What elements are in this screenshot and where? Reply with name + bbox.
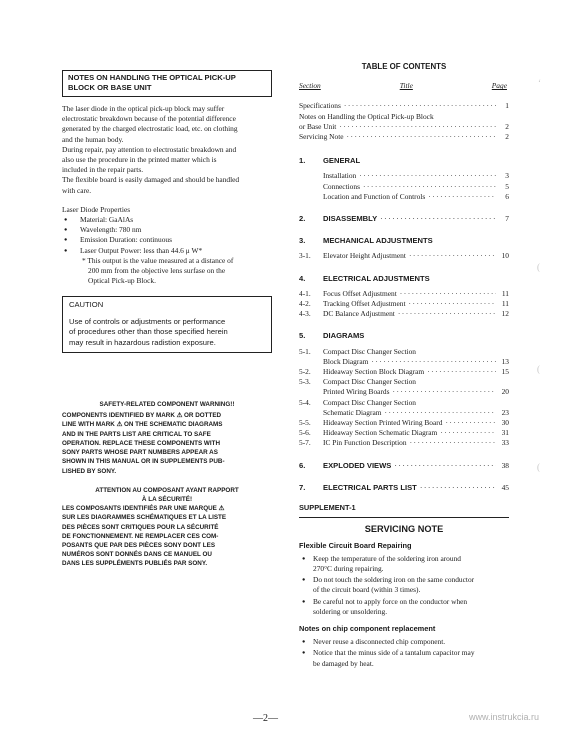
toc-section-mechanical[interactable]	[299, 236, 509, 246]
text-line: DES PIÈCES SONT CRITIQUES POUR LA SÉCURITÉ	[62, 523, 219, 531]
toc-entry-page: 2	[505, 132, 509, 142]
toc-title: TABLE OF CONTENTS	[361, 62, 447, 71]
entry-number: 4-2.	[299, 299, 311, 309]
section-title: DISASSEMBLY	[323, 214, 378, 224]
toc-entry-page: 30	[501, 418, 509, 428]
toc-entry[interactable]	[299, 122, 509, 132]
section-title: DIAGRAMS	[323, 331, 365, 341]
divider	[299, 517, 509, 518]
section-number: 5.	[299, 331, 306, 341]
leader-dots	[363, 182, 496, 192]
toc-entry-text: Block Diagram	[323, 356, 369, 366]
toc-entry-text: or Base Unit	[299, 121, 337, 131]
toc-entry-text: Notes on Handling the Optical Pick-up Block	[299, 111, 434, 121]
toc-entry-text: Printed Wiring Boards	[323, 387, 390, 397]
leader-dots	[400, 289, 496, 299]
toc-entry-page: 1	[505, 101, 509, 111]
list-item: ● Be careful not to apply force on the conductor when soldering or unsoldering.	[299, 597, 509, 617]
text-line: LES COMPOSANTS IDENTIFIÉS PAR UNE MARQUE ⚠	[62, 505, 225, 513]
section-number: 4.	[299, 273, 306, 283]
toc-entry[interactable]	[299, 377, 509, 387]
toc-col-page: Page	[491, 81, 507, 91]
list-item: ● Wavelength: 780 nm	[64, 225, 272, 235]
supplement-label: SUPPLEMENT-1	[299, 503, 356, 513]
text-line: may result in hazardous radistion exposure.	[69, 337, 216, 347]
text-line: SHOWN IN THIS MANUAL OR IN SUPPLEMENTS PUB-	[62, 458, 225, 466]
leader-dots	[398, 309, 496, 319]
list-item: ● Do not touch the soldering iron on the same conductor of the circuit board (within 3 times).	[299, 575, 509, 595]
entry-number: 3-1.	[299, 251, 311, 261]
watermark: www.instrukcia.ru	[469, 712, 540, 722]
section-number: 1.	[299, 156, 306, 166]
flex-board-heading: Flexible Circuit Board Repairing	[299, 540, 412, 550]
toc-entry-text: Tracking Offset Adjustment	[323, 299, 406, 309]
toc-entry-page: 20	[501, 387, 509, 397]
toc-entry[interactable]	[299, 171, 509, 181]
text-line: DANS LES SUPPLÉMENTS PUBLIÉS PAR SONY.	[62, 560, 208, 568]
text-line: with care.	[62, 185, 92, 195]
toc-entry-text: Elevator Height Adjustment	[323, 251, 406, 261]
leader-dots	[410, 438, 496, 448]
notes-handling-box	[62, 70, 272, 97]
leader-dots	[371, 357, 496, 367]
text-line: * This output is the value measured at a distance of	[82, 255, 234, 265]
toc-entry[interactable]	[299, 347, 509, 357]
toc-entry-text: DC Balance Adjustment	[323, 309, 395, 319]
text-line: During repair, pay attention to electrostatic breakdown and	[62, 144, 237, 154]
leader-dots	[428, 192, 496, 202]
text-line: POSANTS QUE PAR DES PIÈCES SONY DONT LES	[62, 541, 216, 549]
text-line: NUMÉROS SONT DONNÉS DANS CE MANUEL OU	[62, 551, 212, 559]
paragraph-repair	[62, 145, 272, 176]
toc-entry-text: Hideaway Section Printed Wiring Board	[323, 418, 443, 428]
text-line: Optical Pick-up Block.	[88, 276, 156, 286]
text-line: OPERATION. REPLACE THESE COMPONENTS WITH	[62, 439, 221, 447]
leader-dots	[394, 461, 496, 471]
toc-entry[interactable]	[299, 367, 509, 377]
toc-entry[interactable]	[299, 132, 509, 142]
toc-col-section: Section	[299, 81, 321, 91]
list-item: ● Never reuse a disconnected chip component.	[299, 637, 509, 647]
toc-entry-page: 11	[501, 299, 509, 309]
leader-dots	[440, 428, 496, 438]
toc-entry[interactable]	[299, 251, 509, 261]
leader-dots	[409, 299, 496, 309]
toc-entry[interactable]	[299, 357, 509, 367]
caution-box	[62, 296, 272, 353]
safety-warning	[62, 400, 272, 476]
toc-entry[interactable]	[299, 387, 509, 397]
toc-entry[interactable]	[299, 309, 509, 319]
toc-entry-page: 5	[505, 181, 509, 191]
entry-number: 5-4.	[299, 397, 311, 407]
toc-entry-text: Connections	[323, 181, 360, 191]
list-item: ● Emission Duration: continuous	[64, 235, 272, 245]
toc-entry-page: 2	[505, 121, 509, 131]
chip-replacement-list	[299, 637, 509, 669]
leader-dots	[339, 122, 496, 132]
text-line: SONY PARTS WHOSE PART NUMBERS APPEAR AS	[62, 449, 218, 457]
leader-dots	[409, 251, 496, 261]
list-item: ● Laser Output Power: less than 44.6 μ W*	[64, 246, 272, 256]
toc-entry-text: Schematic Diagram	[323, 407, 382, 417]
leader-dots	[344, 101, 496, 111]
notes-box-line-1: NOTES ON HANDLING THE OPTICAL PICK-UP	[68, 73, 236, 82]
right-column	[299, 62, 509, 670]
left-column	[62, 70, 272, 569]
toc-entry-page: 10	[501, 251, 509, 261]
toc-entry-page: 3	[505, 171, 509, 181]
scan-margin-mark: ‘	[538, 78, 541, 88]
page-number: —2—	[253, 713, 278, 724]
attention-warning	[62, 486, 272, 569]
flex-board-list	[299, 554, 509, 617]
scan-margin-mark: (	[537, 364, 540, 374]
text-line: Use of controls or adjustments or performance	[69, 316, 226, 326]
section-title: EXPLODED VIEWS	[323, 460, 392, 470]
toc-entry[interactable]	[299, 112, 509, 122]
entry-number: 5-5.	[299, 418, 311, 428]
laser-footnote	[62, 256, 272, 287]
toc-entry-text: Focus Offset Adjustment	[323, 288, 397, 298]
section-title: MECHANICAL ADJUSTMENTS	[323, 236, 433, 246]
text-line: COMPONENTS IDENTIFIED BY MARK ⚠ OR DOTTED	[62, 412, 222, 420]
text-line: of procedures other than those specified herein	[69, 327, 228, 337]
scan-margin-mark: (	[537, 262, 540, 272]
section-number: 2.	[299, 214, 306, 224]
toc-entry-page: 38	[501, 460, 509, 470]
toc-entry[interactable]	[299, 192, 509, 202]
entry-number: 5-2.	[299, 367, 311, 377]
section-number: 3.	[299, 236, 306, 246]
toc-entry-page: 7	[505, 214, 509, 224]
section-number: 7.	[299, 482, 306, 492]
toc-entry-page: 33	[501, 438, 509, 448]
toc-entry[interactable]	[299, 299, 509, 309]
text-line: 200 mm from the objective lens surfase on the	[88, 266, 226, 276]
toc-entry[interactable]	[299, 438, 509, 448]
list-item: ● Keep the temperature of the soldering iron around 270°C during repairing.	[299, 554, 509, 574]
leader-dots	[420, 483, 496, 493]
text-line: generated by the charged electrostatic load, etc. on clothing	[62, 124, 238, 134]
toc-entry-text: Servicing Note	[299, 132, 344, 142]
leader-dots	[347, 132, 496, 142]
servicing-note-title: SERVICING NOTE	[364, 524, 444, 535]
leader-dots	[393, 387, 497, 397]
text-line: included in the repair parts.	[62, 165, 144, 175]
leader-dots	[427, 367, 496, 377]
toc-entry-text: IC Pin Function Description	[323, 438, 407, 448]
spacer	[62, 196, 272, 205]
toc-entry-page: 45	[501, 482, 509, 492]
section-title: ELECTRICAL PARTS LIST	[323, 482, 417, 492]
toc-section-electrical[interactable]	[299, 274, 509, 284]
toc-entry-text: Compact Disc Changer Section	[323, 377, 416, 387]
text-line: also use the procedure in the printed matter which is	[62, 155, 217, 165]
laser-properties-title: Laser Diode Properties	[62, 204, 131, 214]
caution-title: CAUTION	[69, 300, 104, 310]
toc-entry-page: 11	[501, 288, 509, 298]
toc-section-disassembly[interactable]	[299, 214, 509, 224]
entry-number: 4-1.	[299, 288, 311, 298]
leader-dots	[445, 418, 496, 428]
entry-number: 5-1.	[299, 346, 311, 356]
toc-entry-text: Compact Disc Changer Section	[323, 346, 416, 356]
section-number: 6.	[299, 460, 306, 470]
scan-margin-mark: (	[537, 462, 540, 472]
toc-entry[interactable]	[299, 428, 509, 438]
toc-entry-page: 31	[501, 428, 509, 438]
toc-entry[interactable]	[299, 398, 509, 408]
entry-number: 4-3.	[299, 309, 311, 319]
toc-entry-text: Location and Function of Controls	[323, 191, 426, 201]
toc-entry-text: Hideaway Section Schematic Diagram	[323, 428, 438, 438]
leader-dots	[385, 408, 497, 418]
toc-section-general[interactable]	[299, 156, 509, 166]
toc-entry-text: Specifications	[299, 101, 341, 111]
toc-entry-page: 23	[501, 407, 509, 417]
text-line: SUR LES DIAGRAMMES SCHÉMATIQUES ET LA LISTE	[62, 514, 227, 522]
toc-entry[interactable]	[299, 101, 509, 111]
toc-section-exploded-views[interactable]	[299, 461, 509, 471]
section-title: GENERAL	[323, 156, 361, 166]
safety-title: SAFETY-RELATED COMPONENT WARNING!!	[99, 401, 235, 409]
entry-number: 5-6.	[299, 428, 311, 438]
toc-entry[interactable]	[299, 418, 509, 428]
text-line: electrostatic breakdown because of the potential difference	[62, 114, 236, 124]
toc-entry-page: 13	[501, 356, 509, 366]
toc-entry-text: Hideaway Section Block Diagram	[323, 367, 425, 377]
text-line: AND IN THE PARTS LIST ARE CRITICAL TO SAFE	[62, 430, 211, 438]
toc-entry[interactable]	[299, 408, 509, 418]
toc-header	[299, 81, 509, 91]
list-item: ● Material: GaAlAs	[64, 215, 272, 225]
text-line: LISHED BY SONY.	[62, 467, 117, 475]
leader-dots	[380, 214, 496, 224]
paragraph-laser-diode	[62, 104, 272, 145]
text-line: LINE WITH MARK ⚠ ON THE SCHEMATIC DIAGRAMS	[62, 421, 223, 429]
chip-replacement-heading: Notes on chip component replacement	[299, 623, 436, 633]
toc-entry[interactable]	[299, 182, 509, 192]
text-line: DE FONCTIONNEMENT. NE REMPLACER CES COM-	[62, 532, 219, 540]
text-line: and the human body.	[62, 134, 124, 144]
entry-number: 5-3.	[299, 377, 311, 387]
notes-box-line-2: BLOCK OR BASE UNIT	[68, 83, 152, 92]
text-line: The flexible board is easily damaged and should be handled	[62, 175, 240, 185]
toc-section-parts-list[interactable]	[299, 483, 509, 493]
list-item: ● Notice that the minus side of a tantalum capacitor may be damaged by heat.	[299, 648, 509, 668]
toc-entry-text: Compact Disc Changer Section	[323, 397, 416, 407]
toc-section-diagrams[interactable]	[299, 331, 509, 341]
entry-number: 5-7.	[299, 438, 311, 448]
leader-dots	[359, 171, 496, 181]
section-title: ELECTRICAL ADJUSTMENTS	[323, 273, 430, 283]
paragraph-flexible-board	[62, 175, 272, 195]
laser-properties-list	[62, 215, 272, 256]
toc-entry-page: 6	[505, 191, 509, 201]
attention-title-2: À LA SÉCURITÉ!	[141, 495, 193, 503]
text-line: The laser diode in the optical pick-up block may suffer	[62, 104, 225, 113]
toc-entry-text: Installation	[323, 171, 357, 181]
toc-entry-page: 12	[501, 309, 509, 319]
toc-entry[interactable]	[299, 289, 509, 299]
toc-entry-page: 15	[501, 367, 509, 377]
attention-title-1: ATTENTION AU COMPOSANT AYANT RAPPORT	[95, 486, 239, 494]
toc-col-title: Title	[399, 81, 413, 91]
